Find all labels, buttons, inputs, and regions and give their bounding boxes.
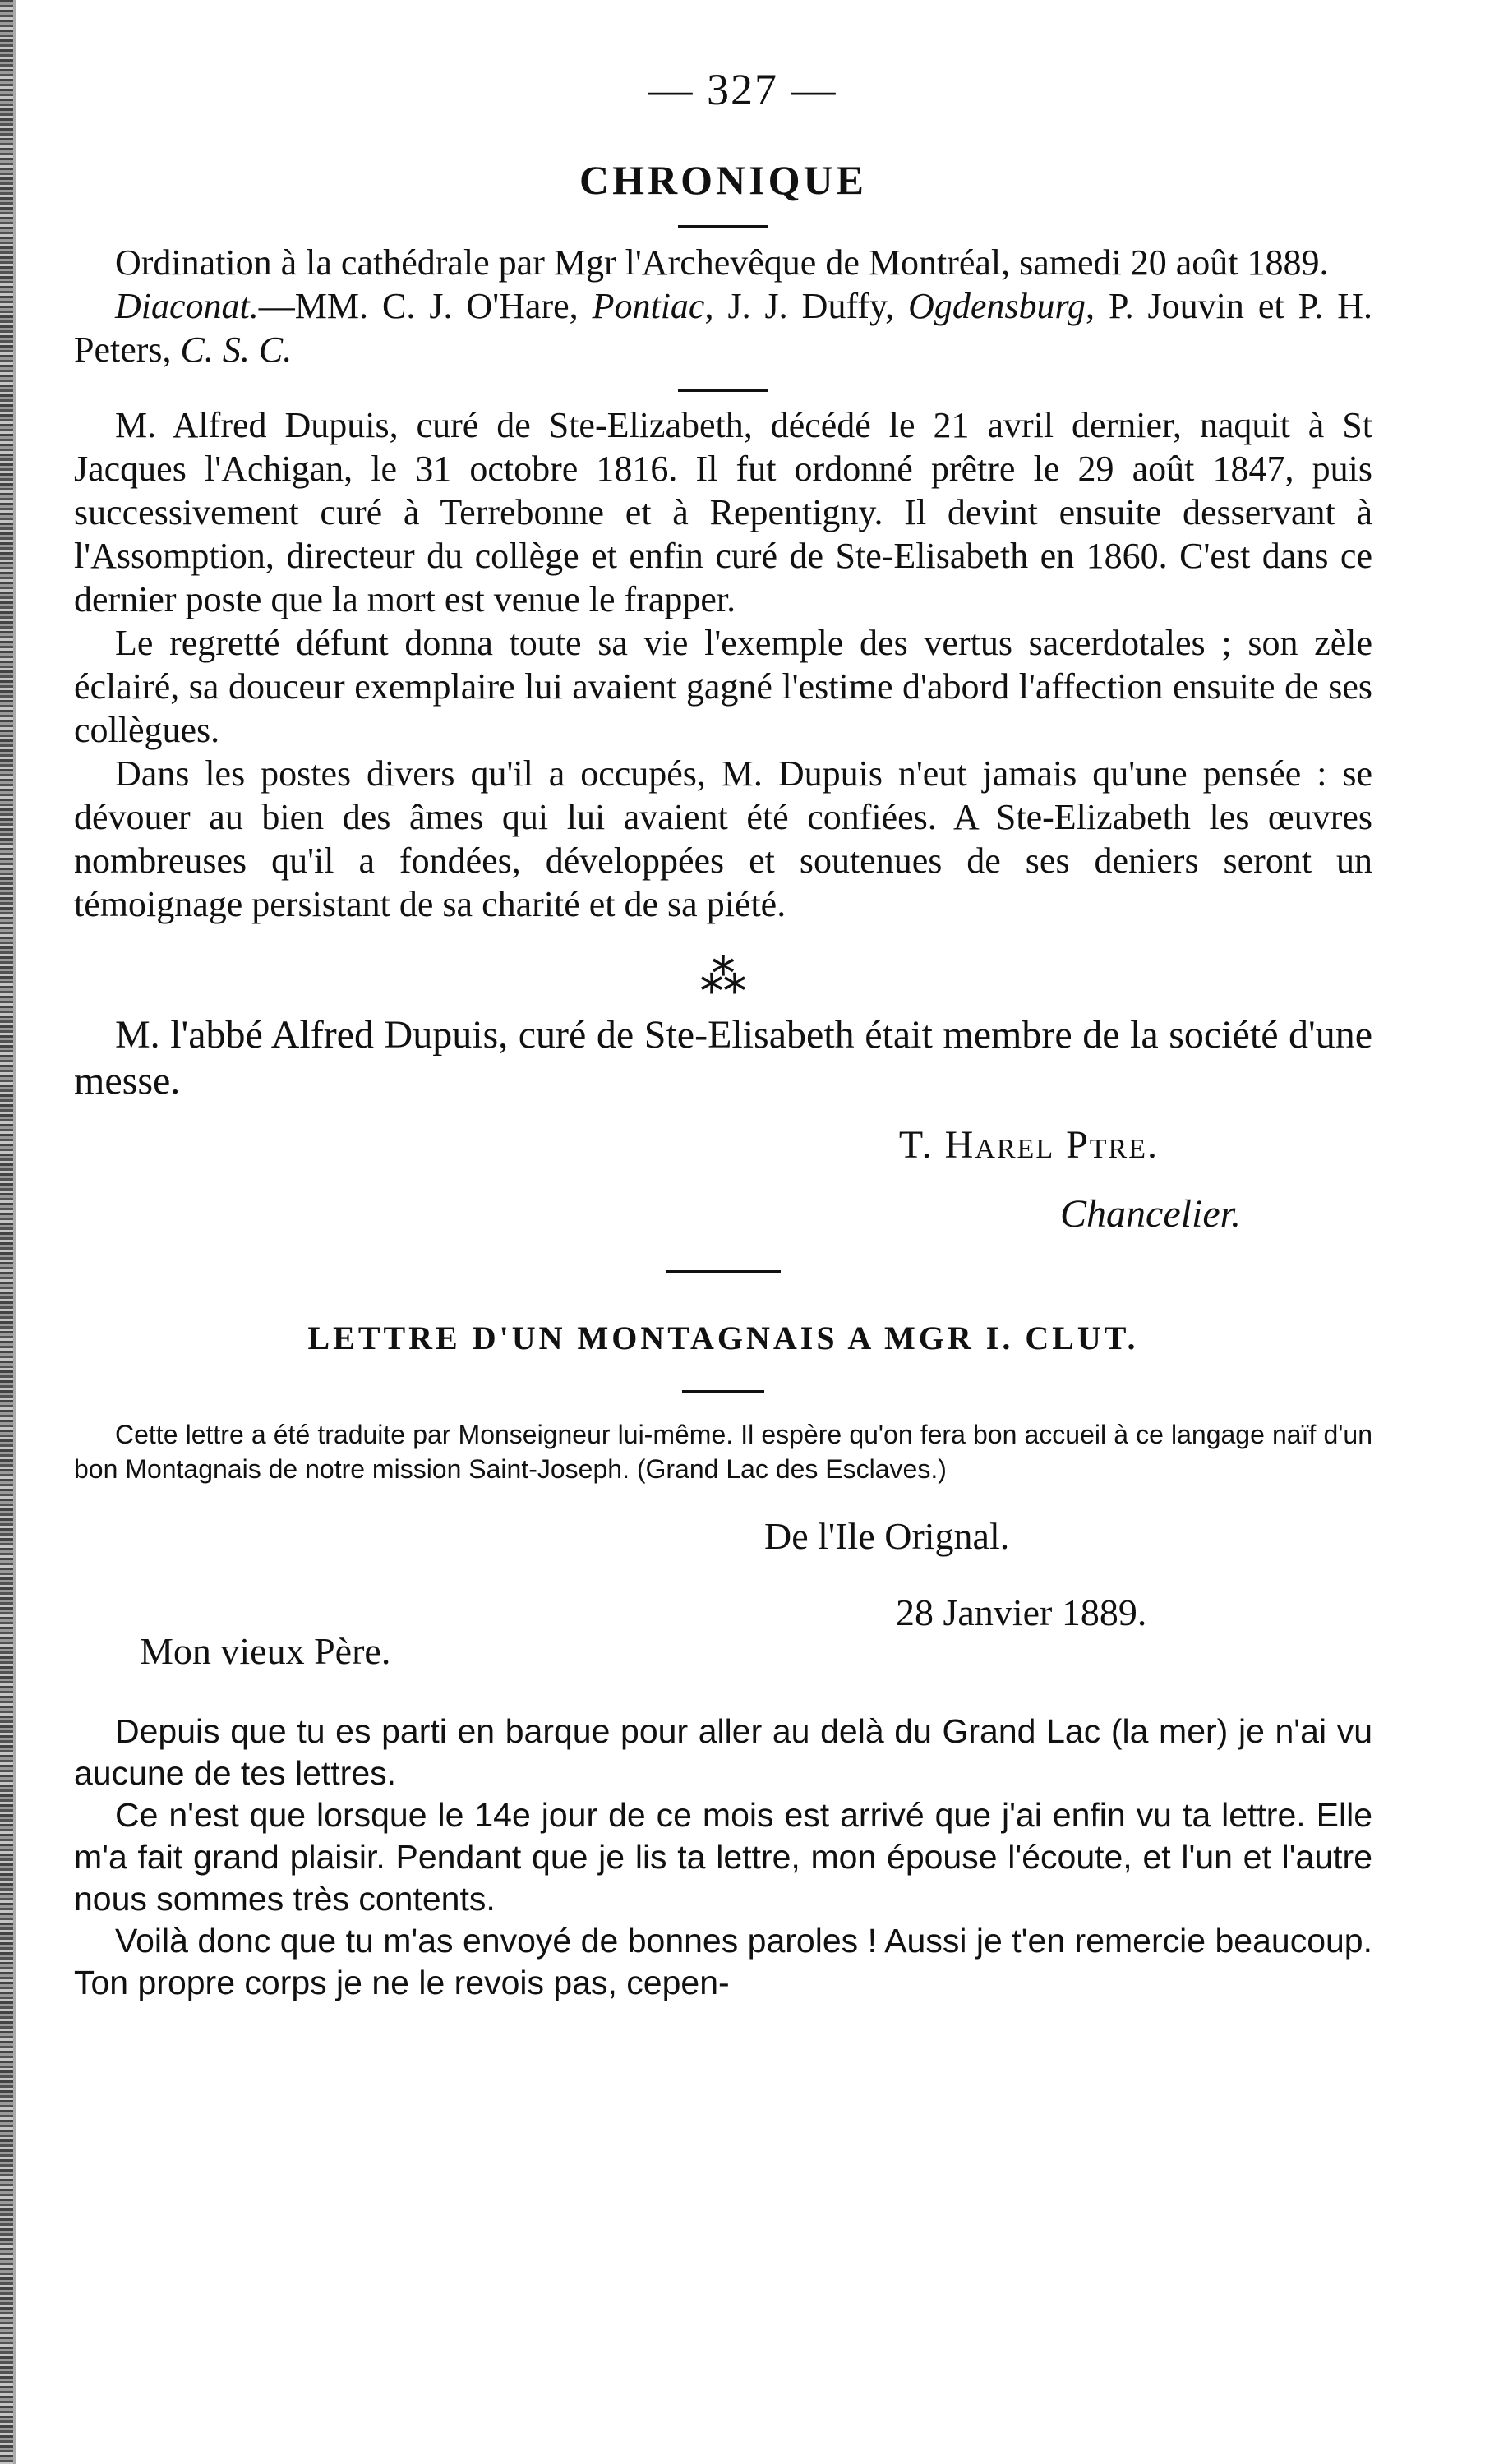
- signature-role: Chancelier.: [1060, 1192, 1241, 1236]
- diaconat-names-a: —MM. C. J. O'Hare,: [258, 286, 593, 326]
- diaconat-names-c: , P. Jouvin et P. H. Peters,: [74, 286, 1372, 370]
- divider: [678, 389, 768, 392]
- diaconat-line: [74, 284, 1372, 371]
- translation-note: Cette lettre a été traduite par Monseigneur lui-même. Il espère qu'on fera bon accueil à ce langage naïf d'un bon Montagnais de notre mission Saint-Joseph. (Grand Lac des Esclaves.): [74, 1420, 1372, 1484]
- section-title: CHRONIQUE: [579, 157, 867, 203]
- society-block: [74, 1012, 1372, 1237]
- binding-edge: [0, 0, 13, 2464]
- place-pontiac: Pontiac: [592, 286, 705, 326]
- diaconat-names-b: , J. J. Duffy,: [704, 286, 909, 326]
- obituary-paragraph-2: Le regretté défunt donna toute sa vie l'exemple des vertus sacerdotales ; son zèle éclairé, sa douceur exemplaire lui avaient gagné l'estime d'abord l'affection ensuite de ses collègues.: [74, 623, 1372, 750]
- page-number: — 327 —: [648, 65, 837, 114]
- obituary-paragraph-1: M. Alfred Dupuis, curé de Ste-Elizabeth, décédé le 21 avril dernier, naquit à St Jacques l'Achigan, le 31 octobre 1816. Il fut ordonné prêtre le 29 août 1847, puis successivement curé à Terrebonne et à Repentigny. Il devint ensuite desservant à l'Assomption, directeur du collège et enfin curé de Ste-Elisabeth en 1860. C'est dans ce dernier poste que la mort est venue le frapper.: [74, 405, 1372, 619]
- order-abbrev: C. S. C.: [180, 329, 293, 370]
- divider: [678, 225, 768, 228]
- ordination-text: Ordination à la cathédrale par Mgr l'Archevêque de Montréal, samedi 20 août 1889.: [115, 242, 1329, 283]
- asterism: ⁂: [700, 952, 746, 1003]
- letter-title: LETTRE D'UN MONTAGNAIS A MGR I. CLUT.: [307, 1320, 1139, 1356]
- signature-name: T. Harel Ptre.: [898, 1123, 1159, 1167]
- divider: [666, 1270, 781, 1273]
- letter-salutation: Mon vieux Père.: [140, 1630, 391, 1672]
- ordination-block: [74, 241, 1372, 371]
- binding-shadow: [13, 0, 16, 2464]
- chronique-section: [74, 156, 1372, 2004]
- divider: [682, 1390, 764, 1393]
- diaconat-label: Diaconat.: [115, 286, 259, 326]
- place-ogdensburg: Ogdensburg: [908, 286, 1086, 326]
- letter-body: [74, 1711, 1372, 2004]
- letter-paragraph-1: Depuis que tu es parti en barque pour aller au delà du Grand Lac (la mer) je n'ai vu aucune de tes lettres.: [74, 1712, 1372, 1792]
- letter-place: De l'Ile Orignal.: [764, 1515, 1010, 1557]
- letter-date: 28 Janvier 1889.: [896, 1591, 1147, 1633]
- society-note: M. l'abbé Alfred Dupuis, curé de Ste-Elisabeth était membre de la société d'une messe.: [74, 1013, 1372, 1103]
- obituary-paragraph-3: Dans les postes divers qu'il a occupés, M. Dupuis n'eut jamais qu'une pensée : se dévouer au bien des âmes qui lui avaient été confiées. A Ste-Elizabeth les œuvres nombreuses qu'il a fondées, développées et soutenues de ses deniers seront un témoignage persistant de sa charité et de sa piété.: [74, 753, 1372, 924]
- obituary-block: [74, 403, 1372, 926]
- letter-paragraph-2: Ce n'est que lorsque le 14e jour de ce mois est arrivé que j'ai enfin vu ta lettre. Elle m'a fait grand plaisir. Pendant que je lis ta lettre, mon épouse l'écoute, et l'un et l'autre nous sommes très contents.: [74, 1796, 1372, 1918]
- letter-paragraph-3: Voilà donc que tu m'as envoyé de bonnes paroles ! Aussi je t'en remercie beaucoup. Ton propre corps je ne le revois pas, cepen-: [74, 1922, 1372, 2001]
